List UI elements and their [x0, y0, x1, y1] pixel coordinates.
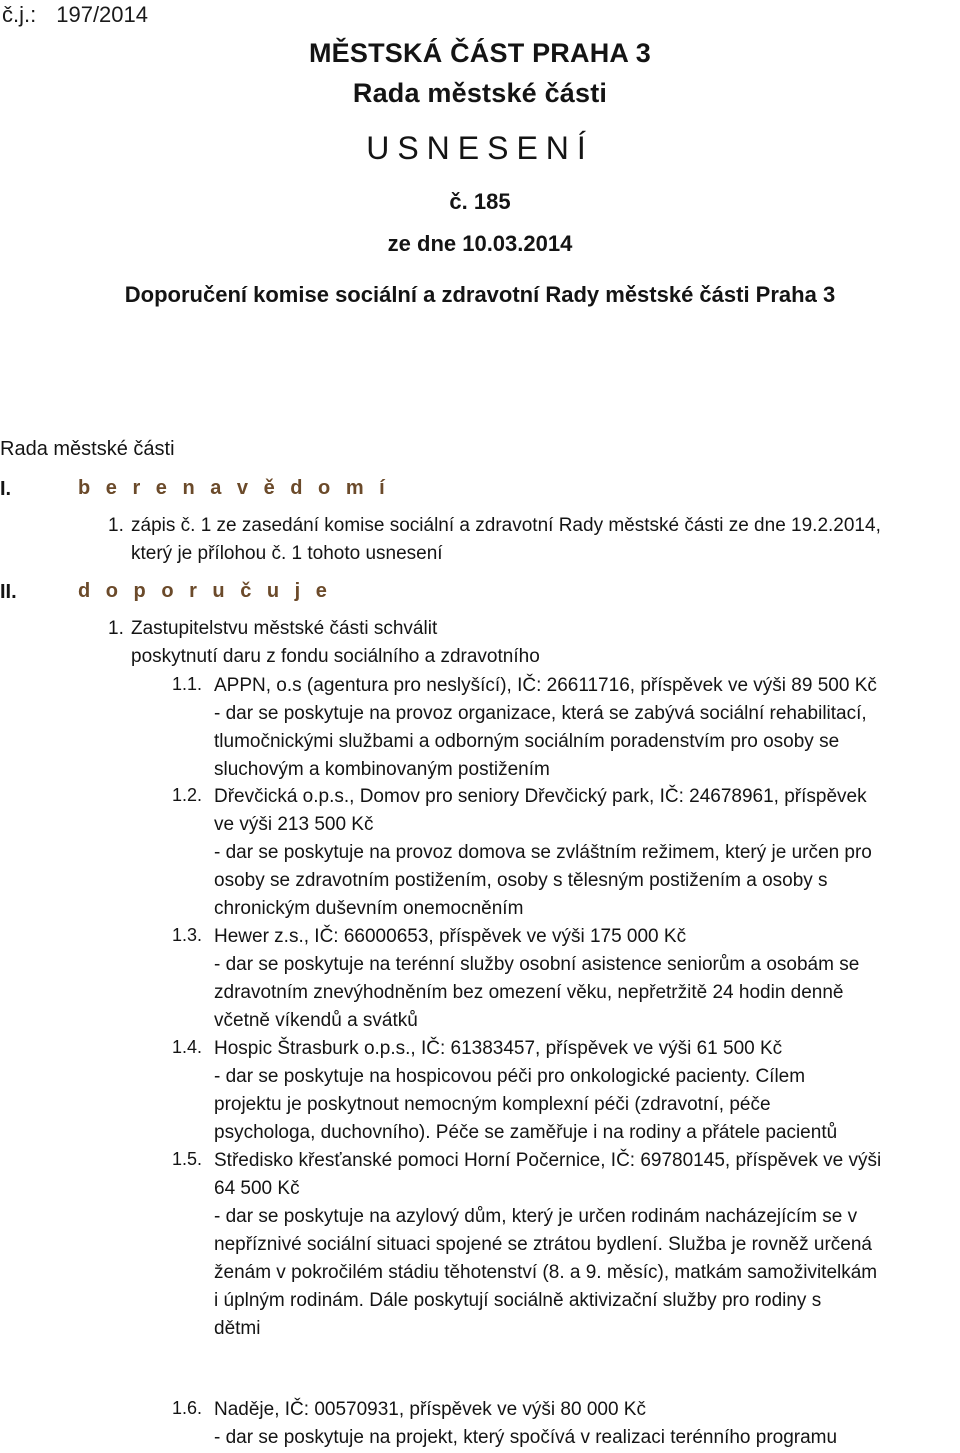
subitem-number: 1.6.: [172, 1398, 203, 1418]
subitem-line: i úplným rodinám. Dále poskytují sociálně aktivizační služby pro rodiny s: [214, 1290, 822, 1311]
reference-label: č.j.:: [2, 2, 37, 27]
section-1-heading: b e r e n a v ě d o m í: [78, 477, 390, 499]
resolution-subject: Doporučení komise sociální a zdravotní Rady městské části Praha 3: [124, 282, 836, 307]
subitem-line: dětmi: [214, 1318, 261, 1339]
subitem-line: Naděje, IČ: 00570931, příspěvek ve výši 80 000 Kč: [214, 1399, 646, 1420]
section-1-item-number: 1.: [108, 515, 124, 536]
subitem-number: 1.5.: [172, 1149, 203, 1169]
subitem-line: - dar se poskytuje na provoz organizace, která se zabývá sociální rehabilitací,: [214, 703, 867, 724]
subitem-line: včetně víkendů a svátků: [214, 1010, 418, 1031]
subitem-line: - dar se poskytuje na hospicovou péči pro onkologické pacienty. Cílem: [214, 1066, 806, 1087]
subitem-number: 1.1.: [172, 674, 203, 694]
reference-number: [2, 2, 148, 28]
body-title: Rada městské části: [352, 78, 608, 108]
subitem-line: ve výši 213 500 Kč: [214, 814, 374, 835]
subitem-line: Dřevčická o.p.s., Domov pro seniory Dřevčický park, IČ: 24678961, příspěvek: [214, 786, 867, 807]
council-label: Rada městské části: [0, 438, 175, 460]
subitem-line: projektu je poskytnout nemocným komplexní péči (zdravotní, péče: [214, 1094, 771, 1115]
reference-value: 197/2014: [56, 2, 148, 27]
subitem-text: [214, 1147, 881, 1343]
subitem-text: [214, 783, 872, 923]
subitem-number: 1.4.: [172, 1037, 203, 1057]
resolution-number: č. 185: [449, 189, 511, 214]
subitem-line: Hewer z.s., IČ: 66000653, příspěvek ve výši 175 000 Kč: [214, 926, 687, 947]
section-1-roman: I.: [0, 478, 12, 500]
subitem-line: chronickým duševním onemocněním: [214, 898, 524, 919]
section-2-item-line-1: Zastupitelstvu městské části schválit: [131, 618, 438, 639]
subitem-number: 1.3.: [172, 925, 203, 945]
subitem-line: 64 500 Kč: [214, 1178, 300, 1199]
section-2-item-line-2: poskytnutí daru z fondu sociálního a zdravotního: [131, 646, 540, 667]
subitem-line: zdravotním znevýhodněním bez omezení věku, nepřetržitě 24 hodin denně: [214, 982, 844, 1003]
subitem-line: APPN, o.s (agentura pro neslyšící), IČ: 26611716, příspěvek ve výši 89 500 Kč: [214, 675, 877, 696]
subitem-line: - dar se poskytuje na terénní služby osobní asistence seniorům a osobám se: [214, 954, 860, 975]
section-2-item-number: 1.: [108, 618, 124, 639]
subitem-line: Středisko křesťanské pomoci Horní Počernice, IČ: 69780145, příspěvek ve výši: [214, 1150, 882, 1171]
document-type: USNESENÍ: [366, 130, 594, 166]
section-1-item-line-2: který je přílohou č. 1 tohoto usnesení: [131, 543, 443, 564]
subitem-line: osoby se zdravotním postižením, osoby s tělesným postižením a osoby s: [214, 870, 828, 891]
subitem-text: [214, 672, 877, 784]
section-1-item-line-1: zápis č. 1 ze zasedání komise sociální a zdravotní Rady městské části ze dne 19.2.2014,: [131, 515, 881, 536]
subitem-line: - dar se poskytuje na projekt, který spočívá v realizaci terénního programu: [214, 1427, 838, 1448]
subitem-text: [214, 923, 859, 1035]
subitem-text: [214, 1035, 837, 1147]
subitem-line: nepříznivé sociální situaci spojené se ztrátou bydlení. Služba je rovněž určená: [214, 1234, 872, 1255]
section-2-heading: d o p o r u č u j e: [78, 580, 332, 602]
subitem-line: sluchovým a kombinovaným postižením: [214, 759, 550, 780]
org-title: MĚSTSKÁ ČÁST PRAHA 3: [308, 38, 652, 68]
subitem-line: Hospic Štrasburk o.p.s., IČ: 61383457, příspěvek ve výši 61 500 Kč: [214, 1038, 783, 1059]
subitem-number: 1.2.: [172, 785, 203, 805]
section-2-roman: II.: [0, 581, 17, 603]
subitem-line: - dar se poskytuje na azylový dům, který je určen rodinám nacházejícím se v: [214, 1206, 858, 1227]
subitem-line: - dar se poskytuje na provoz domova se zvláštním režimem, který je určen pro: [214, 842, 872, 863]
subitem-line: ženám v pokročilém stádiu těhotenství (8. a 9. měsíc), matkám samoživitelkám: [214, 1262, 878, 1283]
resolution-date: ze dne 10.03.2014: [387, 231, 573, 256]
subitem-text: [214, 1396, 837, 1452]
subitem-line: psychologa, duchovního). Péče se zaměřuje i na rodiny a přátele pacientů: [214, 1122, 838, 1143]
subitem-line: tlumočnickými službami a odborným sociálním poradenstvím pro osoby se: [214, 731, 840, 752]
